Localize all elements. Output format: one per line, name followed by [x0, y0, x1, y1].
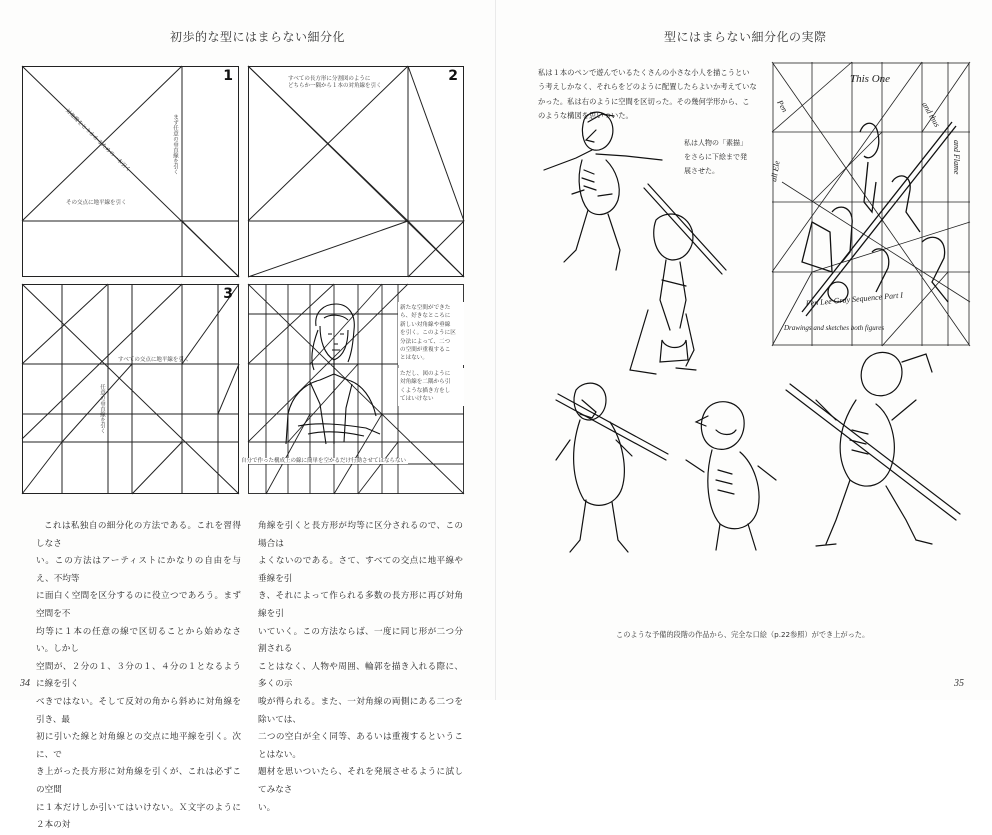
gnome-sketch-drawing: [536, 100, 976, 560]
panel-4-note-1-line: 新しい対角線や垂線: [400, 321, 451, 328]
intro-line: 私は１本のペンで遊んでいるたくさんの小さな小人を描こうとい: [538, 68, 750, 77]
panel-1-lines: [22, 66, 239, 277]
panel-4-note-1-line: の空間が重複するこ: [400, 346, 451, 353]
body-line: 空間が、２分の１、３分の１、４分の１となるように線を引く: [36, 661, 241, 690]
panel-4-note-1-line: ら、好きなところに: [400, 313, 451, 320]
sketch-text-pen: Pen: [775, 98, 790, 114]
panel-4-note-1-line: 分法によって、二つ: [400, 338, 451, 345]
diagram-panel-2: [248, 66, 464, 277]
body-line: い。この方法はアーティストにかなりの自由を与え、不均等: [36, 556, 241, 584]
body-line: ことはなく、人物や周囲、輪郭を描き入れる際に、多くの示: [258, 661, 463, 690]
panel-1-number: 1: [223, 68, 233, 84]
body-line: いていく。この方法ならば、一度に同じ形が二つ分割される: [258, 626, 463, 655]
note-line: をさらに下絵まで発: [684, 153, 747, 161]
diagram-panel-1: [22, 66, 239, 277]
diagram-panel-3: [22, 284, 239, 494]
panel-4-note-2: [398, 368, 464, 406]
body-line: べきではない。そして反対の角から斜めに対角線を引き、最: [36, 696, 241, 725]
sketch-bottom-text-1: Pen Lee Gruy Sequence Part I: [805, 290, 904, 308]
panel-2-label-line2: どちらか一隅から１本の対角線を引く: [288, 83, 382, 89]
panel-4-note-2-line: ただし、図のように: [400, 371, 451, 377]
sketch-text-and-thus: and thus: [920, 100, 942, 129]
panel-3-lines: [22, 284, 239, 494]
sketch-text-flame: and Flame: [952, 140, 961, 175]
panel-4-note-2-line: 対角線を二隅から引: [400, 379, 451, 386]
panel-4-note-1-line: を引く。このように区: [400, 330, 456, 337]
sketch-text-all: all Ele: [769, 159, 782, 183]
panel-4-note-2-line: てはいけない: [400, 396, 434, 403]
panel-1-vertical-label: まず任意の垂直線を引く: [172, 114, 179, 175]
note-line: 展させた。: [684, 167, 719, 175]
panel-4-note-1-line: とはない。: [400, 355, 428, 362]
left-page-number: 34: [20, 678, 30, 689]
intro-line: かった。私は右のように空間を区切った。その幾何学形から、こ: [538, 96, 750, 106]
sketch-title: This One: [850, 73, 891, 85]
note-line: 私は人物の「素描」: [684, 139, 747, 147]
left-page-heading: 初歩的な型にはまらない細分化: [170, 30, 346, 44]
body-line: これは私独自の細分化の方法である。これを習得しなさ: [36, 521, 241, 549]
diagram-panel-4: [241, 284, 464, 494]
body-line: 均等に１本の任意の線で区切ることから始めなさい。しかし: [36, 626, 241, 655]
right-page-heading: 型にはまらない細分化の実際: [664, 30, 827, 44]
right-page-number: 35: [954, 678, 964, 689]
intro-line: う考えしかなく、それらをどのように配置したらよいか考えていな: [538, 82, 757, 92]
panel-2-lines: [248, 66, 464, 277]
right-page: [496, 0, 992, 700]
panel-4-note-1-line: 新たな空間ができた: [400, 305, 451, 311]
panel-3-vertical-label: 任意の垂直線を引く: [99, 384, 106, 434]
sketch-bottom-text-2: Drawings and sketches both figures: [784, 324, 885, 332]
body-line: よくないのである。さて、すべての交点に地平線や垂線を引: [258, 556, 463, 584]
panel-2-number: 2: [448, 68, 458, 84]
body-line: 初に引いた線と対角線との交点に地平線を引く。次に、で: [36, 732, 241, 760]
body-line: 二つの空白が全く同等、あるいは重複するということはない。: [258, 732, 463, 760]
panel-3-number: 3: [223, 286, 233, 302]
body-line: に面白く空間を区分するのに役立つであろう。まず空間を不: [36, 591, 241, 619]
left-page: [0, 0, 496, 831]
panel-4-note-1: [398, 302, 464, 365]
body-line: 題材を思いついたら、それを発展させるように試してみなさ: [258, 767, 463, 795]
panel-2-label-line1: すべての長方形に分割図のように: [288, 76, 371, 82]
body-line: き上がった長方形に対角線を引くが、これは必ずこの空間: [36, 767, 241, 795]
body-line: 唆が得られる。また、一対角線の両側にある二つを除いては、: [258, 696, 463, 725]
gnome-figure-sketches: [536, 100, 976, 560]
left-body-column-2: [258, 518, 463, 817]
body-line: 角線を引くと長方形が均等に区分されるので、この場合は: [258, 521, 463, 549]
body-line: に１本だけしか引いてはいけない。Ｘ文字のように２本の対: [36, 802, 241, 831]
panel-4-bottom-label: 自分で作った構成上の線に簡単を空かるだけ行動させてはならない: [241, 458, 407, 464]
panel-1-horizon-label: その交点に地平線を引く: [66, 200, 127, 206]
right-caption: このような予備的段階の作品から、完全な口絵（p.22参照）ができ上がった。: [616, 630, 870, 639]
panel-3-horizon-label: すべての交点に地平線を引く: [118, 357, 190, 363]
panel-1-diagonal-label: 対角線をとりかかるための一本引く: [63, 108, 132, 174]
body-line: い。: [258, 802, 276, 813]
left-body-column-1: [36, 518, 241, 835]
intro-line: のような構図を思いついた。: [538, 111, 633, 121]
panel-4-note-2-line: くような描き方をし: [400, 387, 451, 394]
body-line: き、それによって作られる多数の長方形に再び対角線を引: [258, 591, 463, 619]
